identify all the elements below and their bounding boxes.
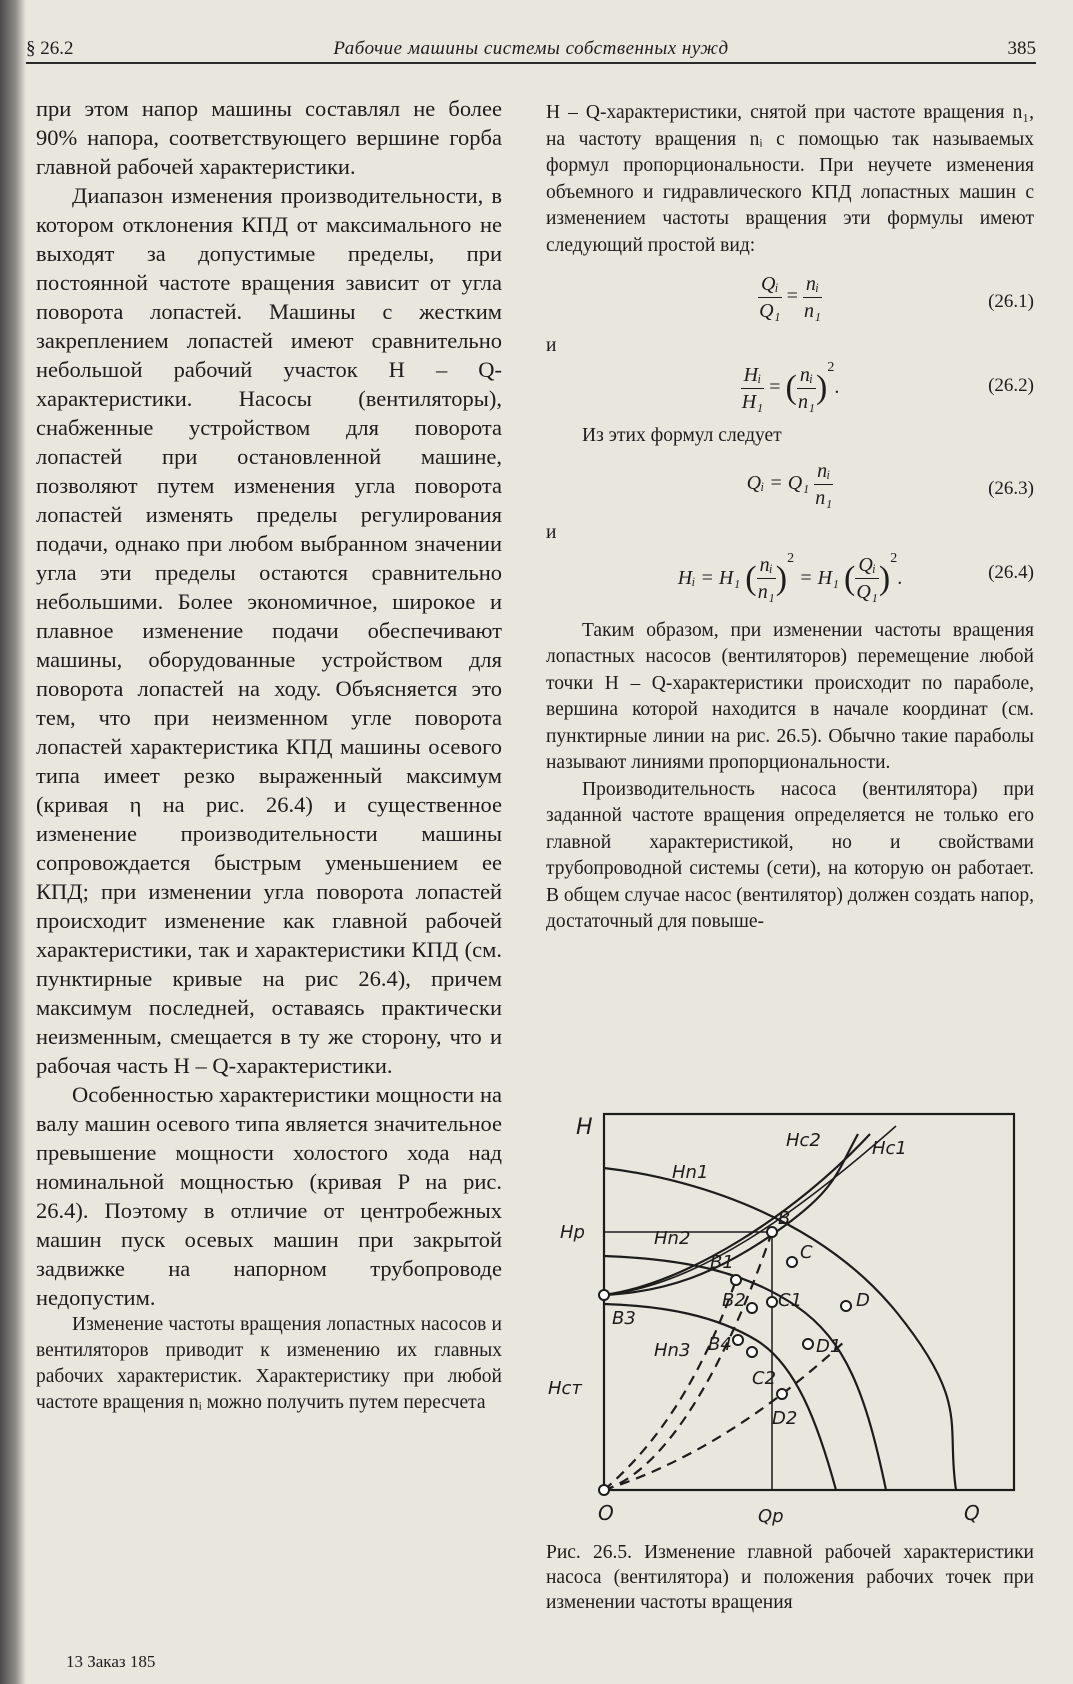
axis-label-h: H <box>576 1115 593 1140</box>
equation-26-4: Hᵢ = H₁ ( $\frac{\text{nᵢ}}{\text{n₁}}$ )$^2$ = H₁ ( $\frac{\text{Qᵢ}}{\text{Q₁}}$ )$^2$. (26.4) <box>677 550 1034 604</box>
equation-number: (26.4) <box>988 561 1034 583</box>
eq-numerator: nᵢ <box>814 458 833 485</box>
label-c2: C2 <box>752 1368 777 1389</box>
eq-denominator: Q₁ <box>759 300 781 322</box>
eq-denominator: n₁ <box>797 390 815 413</box>
book-spine-shadow <box>0 0 26 1684</box>
point-b2 <box>747 1303 757 1313</box>
paragraph: Диапазон изменения производительности, в котором отклонения КПД от максимального не выходят за допустимые пределы, при постоянной частоте вращения зависит от угла поворота лопастей. Машины с жестким закреплением лопастей имеют сравнительно небольшой рабочий участок H – Q-характеристики. Насосы (вентиляторы), снабженные устройством для поворота лопастей при остановленной машине, позволяют путем изменения угла поворота лопастей изменять пределы регулирования подачи, однако при любом выбранном значении угла эти пределы остаются сравнительно небольшими. Более экономичное, широкое и плавное изменение подачи обеспечивают машины, оборудованные устройством для поворота лопастей на ходу. Объясняется это тем, что при неизменном угле поворота лопастей характеристика КПД машины осевого типа имеет резко выраженный максимум (кривая η на рис. 26.4) и существенное изменение производительности машины сопровождается быстрым уменьшением ее КПД; при изменении угла поворота лопастей происходит изменение как главной рабочей характеристики, так и характеристики КПД (см. пунктирные кривые на рис 26.4), причем максимум последней, оставаясь практически неизменным, смещается в ту же сторону, что и рабочая часть H – Q-характеристики. <box>36 183 502 1078</box>
eq-numerator: nᵢ <box>797 362 816 389</box>
eq-denominator: Q₁ <box>856 581 878 604</box>
label-b1: B1 <box>710 1252 734 1273</box>
curve-hn3 <box>604 1304 836 1490</box>
label-d: D <box>856 1290 870 1311</box>
point-c2 <box>747 1347 757 1357</box>
running-head <box>26 32 1036 62</box>
label-b4: B4 <box>708 1334 732 1355</box>
point-b1 <box>731 1275 741 1285</box>
label-c1: C1 <box>778 1290 803 1311</box>
label-d1: D1 <box>816 1336 842 1357</box>
label-b2: B2 <box>722 1290 746 1311</box>
eq-numerator: Hᵢ <box>741 362 765 389</box>
conjunction: и <box>546 521 557 543</box>
eq-lhs: Hᵢ = H₁ <box>677 566 741 589</box>
paragraph: H – Q-характеристики, снятой при частоте вращения n₁, на частоту вращения nᵢ с помощью так называемых формул пропорциональности. При неучете изменения объемного и гидравлического КПД лопастных машин с изменением частоты вращения эти формулы имеют следующий простой вид: <box>546 102 1034 256</box>
label-hn2: Hn2 <box>654 1228 691 1249</box>
proportionality-line-d <box>604 1340 846 1490</box>
running-title: Рабочие машины системы собственных нужд <box>333 38 729 59</box>
label-hn1: Hn1 <box>672 1162 709 1183</box>
equation-26-2: $\frac{\text{Hᵢ}}{\text{H₁}}$ = ( $\frac{\text{nᵢ}}{\text{n₁}}$ )$^2$. (26.2) <box>741 360 1034 413</box>
paragraph: Особенностью характеристики мощности на валу машин осевого типа является значительное превышение мощности холостого хода над номинальной мощностью (кривая P на рис. 26.4). Поэтому в отличие от центробежных машин пуск осевых машин при закрытой задвижке на напорном трубопроводе недопустим. <box>36 1082 502 1310</box>
point-c <box>787 1257 797 1267</box>
equation-number: (26.3) <box>988 477 1034 499</box>
equation-26-1: $\frac{\text{Qᵢ}}{\text{Q₁}}$ = $\frac{\text{nᵢ}}{\text{n₁}}$ (26.1) <box>759 273 1034 322</box>
eq-exponent: 2 <box>787 550 795 566</box>
point-d1 <box>803 1339 813 1349</box>
label-b: B <box>778 1208 791 1229</box>
paragraph: Изменение частоты вращения лопастных насосов и вентиляторов приводит к изменению их главных рабочих характеристик. Характеристику при любой частоте вращения nᵢ можно получить путем пересчета <box>36 1314 502 1413</box>
equation-number: (26.1) <box>988 291 1034 312</box>
label-qp: Qp <box>758 1506 784 1527</box>
label-hp: Hp <box>560 1222 585 1243</box>
eq-numerator: Qᵢ <box>758 271 782 298</box>
point-c1 <box>767 1297 777 1307</box>
conjunction: и <box>546 335 557 356</box>
label-b3: B3 <box>612 1308 636 1329</box>
origin-point <box>599 1485 609 1495</box>
point-b4 <box>733 1335 743 1345</box>
eq-exponent: 2 <box>827 360 835 375</box>
page-number: 385 <box>1007 38 1036 59</box>
equation-26-3 <box>546 458 1034 520</box>
point-b <box>767 1227 777 1237</box>
label-c: C <box>800 1242 813 1263</box>
paragraph: при этом напор машины составлял не более 90% напора, соответствующего вершине горба главной рабочей характеристики. <box>36 96 502 179</box>
axis-label-q: Q <box>964 1501 980 1525</box>
eq-denominator: H₁ <box>741 390 764 413</box>
eq-numerator: nᵢ <box>757 552 776 579</box>
label-d2: D2 <box>772 1408 798 1429</box>
eq-numerator: Qᵢ <box>855 552 879 579</box>
header-rule <box>26 62 1036 64</box>
curve-hc2 <box>604 1134 870 1295</box>
point-d2 <box>777 1389 787 1399</box>
figure-caption: Рис. 26.5. Изменение главной рабочей характеристики насоса (вентилятора) и положения рабочих точек при изменении частоты вращения <box>546 1542 1034 1613</box>
page-footer: 13 Заказ 185 <box>66 1652 156 1671</box>
label-hc2: Hc2 <box>786 1130 821 1151</box>
eq-lhs: Qᵢ = Q₁ <box>746 471 810 494</box>
paragraph: Таким образом, при изменении частоты вращения лопастных насосов (вентиляторов) перемещение любой точки H – Q-характеристики происходит по параболе, вершина которой находится в начале координат (см. пунктирные линии на рис. 26.5). Обычно такие параболы называют линиями пропорциональности. <box>546 619 1034 773</box>
eq-denominator: n₁ <box>815 486 833 509</box>
point-b3 <box>599 1290 609 1300</box>
eq-denominator: n₁ <box>803 300 821 322</box>
axis-label-origin: O <box>598 1501 614 1525</box>
eq-denominator: n₁ <box>757 581 775 604</box>
eq-exponent: 2 <box>890 550 898 566</box>
eq-mid: = H₁ <box>799 566 839 589</box>
paragraph: Производительность насоса (вентилятора) при заданной частоте вращения определяется не только его главной характеристикой, но и свойствами трубопроводной системы (сети), на которую он работает. В общем случае насос (вентилятор) должен создать напор, достаточный для повыше- <box>546 778 1034 932</box>
label-hc1: Hc1 <box>872 1138 907 1159</box>
label-hn3: Hn3 <box>654 1340 691 1361</box>
figure-26-5 <box>546 1094 1034 1542</box>
equation-number: (26.2) <box>988 375 1034 396</box>
section-number: § 26.2 <box>26 38 74 59</box>
right-column <box>546 100 1034 936</box>
label-hcm: Hст <box>548 1378 582 1399</box>
point-d <box>841 1301 851 1311</box>
eq-numerator: nᵢ <box>803 271 822 298</box>
left-column <box>36 94 502 1416</box>
paragraph: Из этих формул следует <box>582 425 782 446</box>
